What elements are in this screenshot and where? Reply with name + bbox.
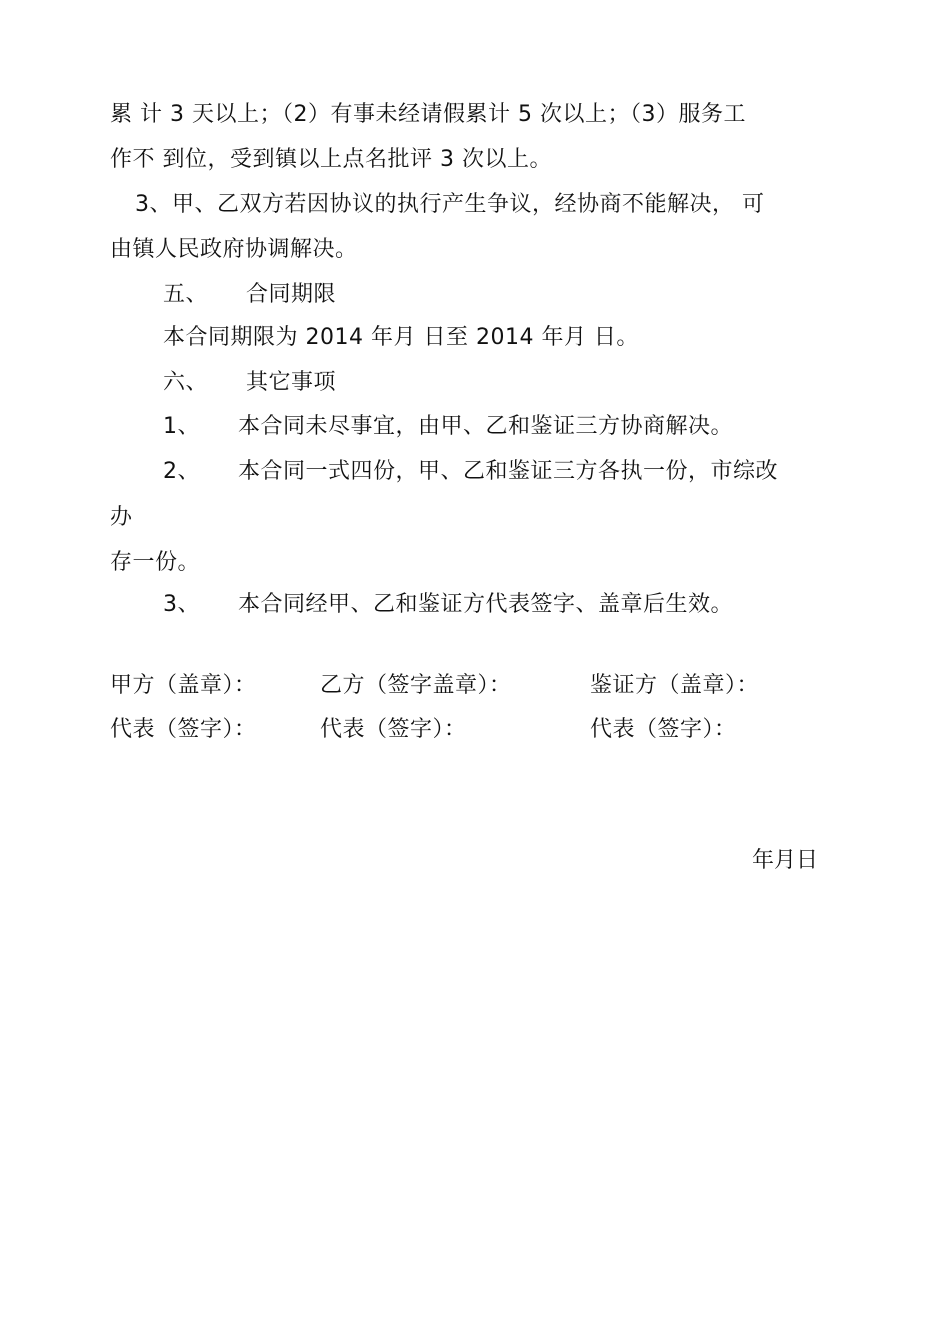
item-3-number: 3、: [163, 592, 200, 617]
contract-term-text: 本合同期限为 2014 年月 日至 2014 年月 日。: [163, 325, 639, 350]
clause-3-dispute-cont: 由镇人民政府协调解决。: [110, 237, 358, 262]
section-6-number: 六、: [163, 370, 209, 395]
item-1: [163, 412, 733, 442]
item-2-continuation-2: 存一份。: [110, 550, 201, 575]
paragraph-line-2: 作不 到位，受到镇以上点名批评 3 次以上。: [110, 147, 552, 172]
party-b-rep-label: 代表（签字）：: [320, 717, 467, 742]
section-5-title: 合同期限: [246, 282, 337, 307]
item-1-number: 1、: [163, 414, 200, 439]
clause-3-dispute: 3、甲、乙双方若因协议的执行产生争议，经协商不能解决， 可: [135, 192, 765, 217]
section-5-number: 五、: [163, 282, 209, 307]
party-b-seal-label: 乙方（签字盖章）：: [320, 673, 512, 698]
item-2-number: 2、: [163, 459, 200, 484]
witness-rep-label: 代表（签字）：: [590, 717, 737, 742]
item-2-text: 本合同一式四份，甲、乙和鉴证三方各执一份，市综改: [238, 459, 779, 484]
party-a-seal-label: 甲方（盖章）：: [110, 673, 257, 698]
witness-seal-label: 鉴证方（盖章）：: [590, 673, 760, 698]
item-3-text: 本合同经甲、乙和鉴证方代表签字、盖章后生效。: [238, 592, 734, 617]
signing-date: 年月日: [752, 848, 819, 873]
item-1-text: 本合同未尽事宜，由甲、乙和鉴证三方协商解决。: [238, 414, 734, 439]
item-2: [163, 457, 778, 487]
section-5-heading: [163, 280, 336, 310]
section-6-heading: [163, 368, 336, 398]
section-6-title: 其它事项: [246, 370, 337, 395]
item-3: [163, 590, 733, 620]
party-a-rep-label: 代表（签字）：: [110, 717, 257, 742]
item-2-continuation-1: 办: [110, 505, 133, 530]
paragraph-line-1: 累 计 3 天以上；（2）有事未经请假累计 5 次以上；（3）服务工: [110, 102, 746, 127]
